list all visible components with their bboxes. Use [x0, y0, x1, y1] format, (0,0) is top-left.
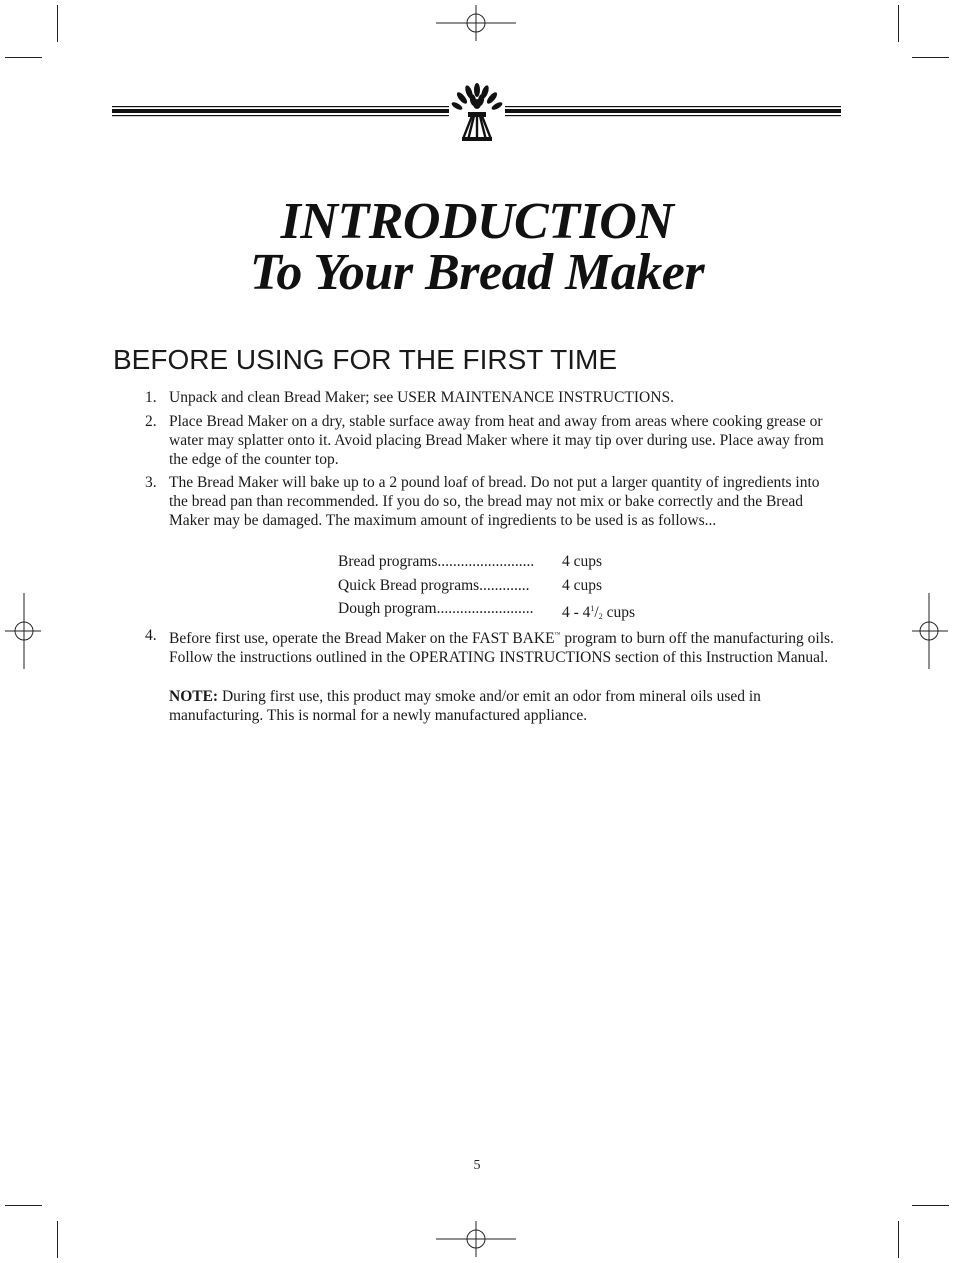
registration-mark-bottom: [436, 1221, 516, 1257]
amount-suffix: cups: [602, 604, 636, 621]
registration-mark-top: [436, 5, 516, 41]
note-label: NOTE:: [169, 688, 219, 705]
page-title-line1: INTRODUCTION: [280, 193, 674, 250]
crop-mark-bottom-right-h: [912, 1205, 949, 1206]
amount-value: 4 cups: [562, 577, 603, 594]
registration-mark-right: [912, 593, 948, 669]
fraction-denominator: 2: [598, 612, 603, 621]
step-text-3: The Bread Maker will bake up to a 2 pound loaf of bread. Do not put a larger quantity of ingredients into the bread pan than recommended. If you do so, the bread may not mix or bake correctly and the Bread Maker may be damaged. The maximum amount of ingredients to be used is as follows...: [169, 474, 820, 529]
crop-mark-top-right-h: [912, 57, 949, 58]
registration-mark-left: [5, 593, 41, 669]
amount-label: Quick Bread programs.............: [338, 577, 530, 594]
trademark-mark: ™: [554, 632, 561, 638]
crop-mark-bottom-left-v: [57, 1221, 58, 1258]
amount-label: Bread programs.........................: [338, 553, 535, 570]
note-paragraph: [169, 687, 841, 725]
fraction-numerator: 1: [590, 604, 595, 613]
amount-label: Dough program.........................: [338, 600, 534, 617]
crop-mark-top-left-v: [57, 5, 58, 42]
crop-mark-bottom-left-h: [5, 1205, 42, 1206]
step-number-2: 2.: [145, 413, 157, 430]
step-number-1: 1.: [145, 389, 157, 406]
wheat-sheaf-icon: [449, 82, 505, 144]
step-number-3: 3.: [145, 474, 157, 491]
fraction-separator: /: [594, 604, 599, 621]
amount-prefix: 4 - 4: [562, 604, 591, 621]
page-title-line2: To Your Bread Maker: [249, 244, 705, 301]
crop-mark-top-right-v: [898, 5, 899, 42]
crop-mark-bottom-right-v: [898, 1221, 899, 1258]
step-text-2: Place Bread Maker on a dry, stable surface away from heat and away from areas where cooking grease or water may splatter onto it. Avoid placing Bread Maker where it may tip over during use. Place away from the edge of the counter top.: [169, 413, 824, 468]
crop-mark-top-left-h: [5, 57, 42, 58]
step-text-1: Unpack and clean Bread Maker; see USER MAINTENANCE INSTRUCTIONS.: [169, 389, 674, 406]
step-4-text-before: Before first use, operate the Bread Maker on the FAST BAKE: [169, 630, 555, 647]
step-number-4: 4.: [145, 627, 157, 644]
amount-value: 4 cups: [562, 553, 603, 570]
page-number: 5: [473, 1158, 481, 1173]
step-text-4: [169, 626, 841, 667]
amount-value: [562, 599, 635, 626]
section-heading: BEFORE USING FOR THE FIRST TIME: [113, 344, 618, 375]
step-4-text-after: program to burn off the manufacturing oils. Follow the instructions outlined in the OPERATING INSTRUCTIONS section of this Instruction Manual.: [169, 630, 834, 666]
note-text: During first use, this product may smoke and/or emit an odor from mineral oils used in manufacturing. This is normal for a newly manufactured appliance.: [169, 688, 761, 724]
